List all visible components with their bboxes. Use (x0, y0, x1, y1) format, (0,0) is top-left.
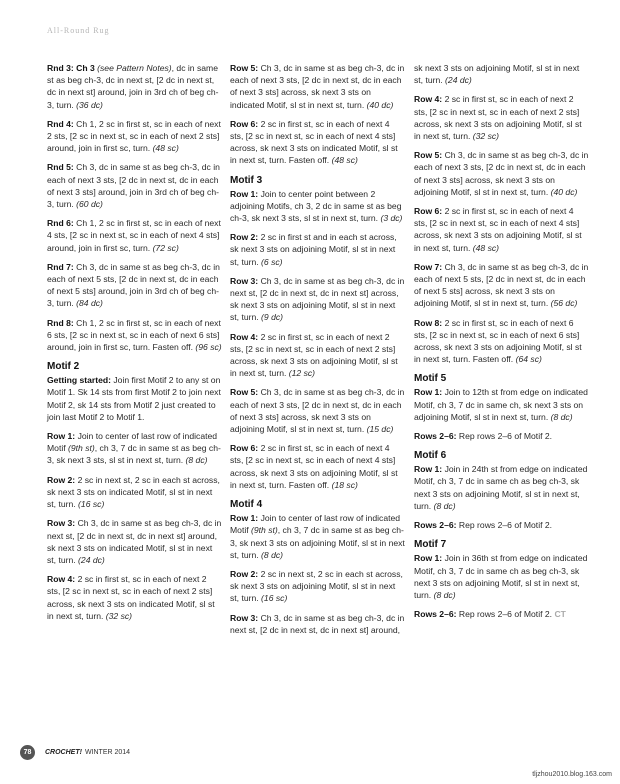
section-heading: Motif 2 (47, 361, 80, 373)
instruction: Row 1: Join to 12th st from edge on indicated Motif, ch 3, 7 dc in same ch, sk next 3 sts on adjoining Motif, sl st in next st, turn. (8 dc) (414, 387, 588, 422)
instruction: Row 6: 2 sc in first st, sc in each of next 4 sts, [2 sc in next st, sc in each of next 4 sts] across, sk next 3 sts on adjoining Motif, sl st in next st, turn. (48 sc) (414, 206, 582, 253)
instruction: Row 2: 2 sc in first st and in each st across, sk next 3 sts on adjoining Motif, sl st in next st, turn. (6 sc) (230, 232, 397, 267)
instruction: Row 4: 2 sc in first st, sc in each of next 2 sts, [2 sc in next st, sc in each of next 2 sts] across, sk next 3 sts on adjoining Motif, sl st in next st, turn. (32 sc) (414, 94, 582, 142)
column-2 (230, 62, 405, 643)
instruction: Row 2: 2 sc in next st, 2 sc in each st across, sk next 3 sts on adjoining Motif, sl st in next st, turn. (16 sc) (230, 568, 403, 604)
instruction: Rows 2–6: Rep rows 2–6 of Motif 2. (414, 431, 553, 442)
instruction: Row 1: Join to center of last row of indicated Motif (9th st), ch 3, 7 dc in same st as beg ch-3, sk next 3 sts, sl st in next st, turn. (8 dc) (47, 431, 221, 466)
instruction: Row 6: 2 sc in first st, sc in each of next 4 sts, [2 sc in next st, sc in each of next 4 sts] across, sk next 3 sts on indicated Motif, sl st in next st, turn. Fasten off. (48 sc) (230, 118, 398, 166)
instruction: Rnd 6: Ch 1, 2 sc in first st, sc in each of next 4 sts, [2 sc in next st, sc in each of next 4 sts] around, join in first sc, turn. (72 sc) (47, 218, 221, 253)
instruction: Rnd 5: Ch 3, dc in same st as beg ch-3, dc in each of next 3 sts, [2 dc in next st, dc in each of next 3 sts] around, join in 3rd ch of beg ch-3, turn. (60 dc) (47, 162, 220, 210)
magazine-brand: CROCHET! (45, 749, 82, 756)
running-head: All-Round Rug (47, 26, 110, 35)
instruction: Rnd 7: Ch 3, dc in same st as beg ch-3, dc in each of next 5 sts, [2 dc in next st, dc in each of next 5 sts] around, join in 3rd ch of beg ch-3, turn. (84 dc) (47, 261, 220, 309)
instruction: sk next 3 sts on adjoining Motif, sl st in next st, turn. (24 dc) (414, 63, 580, 86)
instruction: Row 6: 2 sc in first st, sc in each of next 4 sts, [2 sc in next st, sc in each of next 4 sts] across, sk next 3 sts on adjoining Motif, sl st in next st, turn. Fasten off. (18 sc) (230, 443, 398, 490)
instruction: Row 4: 2 sc in first st, sc in each of next 2 sts, [2 sc in next st, sc in each of next 2 sts] across, sk next 3 sts on indicated Motif, sl st in next st, turn. (32 sc) (47, 574, 215, 621)
instruction: Row 7: Ch 3, dc in same st as beg ch-3, dc in each of next 5 sts, [2 dc in next st, dc in each of next 5 sts] across, sk next 3 sts on adjoining Motif, sl st in next st, turn. (56 dc) (414, 261, 589, 309)
instruction: Row 1: Join in 36th st from edge on indicated Motif, ch 3, 7 dc in same ch as beg ch-3, sk next 3 sts on adjoining Motif, sl st in next st, turn. (8 dc) (414, 553, 588, 600)
page-number: 78 (20, 745, 35, 760)
instruction: Row 1: Join to center point between 2 adjoining Motifs, ch 3, 2 dc in same st as beg ch-3, sk next 3 sts, sl st in next st, turn. (3 dc) (230, 188, 403, 224)
section-heading: Motif 7 (414, 539, 447, 551)
instruction: Row 5: Ch 3, dc in same st as beg ch-3, dc in each of next 3 sts, [2 dc in next st, dc in each of next 3 sts] across, sk next 3 sts on indicated Motif, sl st in next st, turn. (40 dc) (230, 63, 405, 110)
instruction: Row 3: Ch 3, dc in same st as beg ch-3, dc in next st, [2 dc in next st, dc in next st] around, sk next 3 sts on indicated Motif, sl st in next st, turn. (24 dc) (47, 518, 222, 565)
section-heading: Motif 4 (230, 499, 263, 511)
instruction: Row 3: Ch 3, dc in same st as beg ch-3, dc in next st, [2 dc in next st, dc in next st] across, sk next 3 sts on adjoining Motif, sl st in next st, turn. (9 dc) (230, 275, 405, 323)
watermark: tljzhou2010.blog.163.com (532, 771, 612, 778)
end-mark-logo: CT (554, 609, 566, 620)
instruction: Row 3: Ch 3, dc in same st as beg ch-3, dc in next st, [2 dc in next st, dc in next st] around, (230, 612, 405, 635)
instruction: Row 1: Join in 24th st from edge on indicated Motif, ch 3, 7 dc in same ch as beg ch-3, sk next 3 sts on adjoining Motif, sl st in next st, turn. (8 dc) (414, 464, 588, 511)
page-footer (20, 745, 130, 760)
instruction: Row 1: Join to center of last row of indicated Motif (9th st), ch 3, 7 dc in same st as beg ch-3, sk next 3 sts on adjoining Motif, sl st in next st, turn. (8 dc) (230, 513, 405, 560)
section-heading: Motif 6 (414, 450, 447, 462)
instruction: Row 8: 2 sc in first st, sc in each of next 6 sts, [2 sc in next st, sc in each of next 6 sts] across, sk next 3 sts on adjoining Motif, sl st in next st, turn. Fasten off. (64 sc) (414, 317, 582, 365)
instruction: Rows 2–6: Rep rows 2–6 of Motif 2. CT (414, 609, 566, 620)
instruction: Row 5: Ch 3, dc in same st as beg ch-3, dc in each of next 3 sts, [2 dc in next st, dc in each of next 3 sts] across, sk next 3 sts on adjoining Motif, sl st in next st, turn. (40 dc) (414, 150, 589, 197)
issue-label: WINTER 2014 (84, 749, 131, 756)
instruction: Rows 2–6: Rep rows 2–6 of Motif 2. (414, 520, 553, 531)
instruction: Rnd 3: Ch 3 (see Pattern Notes), dc in same st as beg ch-3, dc in next st, [2 dc in next st, dc in next st] around, join in 3rd ch of beg ch-3, turn. (36 dc) (47, 63, 219, 110)
column-1 (47, 62, 222, 629)
section-heading: Motif 5 (414, 373, 447, 385)
instruction: Rnd 8: Ch 1, 2 sc in first st, sc in each of next 6 sts, [2 sc in next st, sc in each of next 6 sts] around, join in first sc, turn. Fasten off. (96 sc) (47, 317, 222, 353)
instruction: Rnd 4: Ch 1, 2 sc in first st, sc in each of next 2 sts, [2 sc in next st, sc in each of next 2 sts] around, join in first sc, turn. (48 sc) (47, 118, 221, 154)
instruction: Row 5: Ch 3, dc in same st as beg ch-3, dc in each of next 3 sts, [2 dc in next st, dc in each of next 3 sts] across, sk next 3 sts on adjoining Motif, sl st in next st, turn. (15 dc) (230, 387, 405, 435)
instruction: Row 4: 2 sc in first st, sc in each of next 2 sts, [2 sc in next st, sc in each of next 2 sts] across, sk next 3 sts on adjoining Motif, sl st in next st, turn. (12 sc) (230, 331, 398, 379)
instruction: Getting started: Join first Motif 2 to any st on Motif 1. Sk 14 sts from first Motif 2 to join next Motif 2, sk 14 sts from Motif 2 just created to join last Motif 2 to Motif 1. (47, 375, 221, 422)
section-heading: Motif 3 (230, 174, 263, 186)
instruction: Row 2: 2 sc in next st, 2 sc in each st across, sk next 3 sts on indicated Motif, sl st in next st, turn. (16 sc) (47, 474, 220, 510)
column-3 (414, 62, 589, 627)
